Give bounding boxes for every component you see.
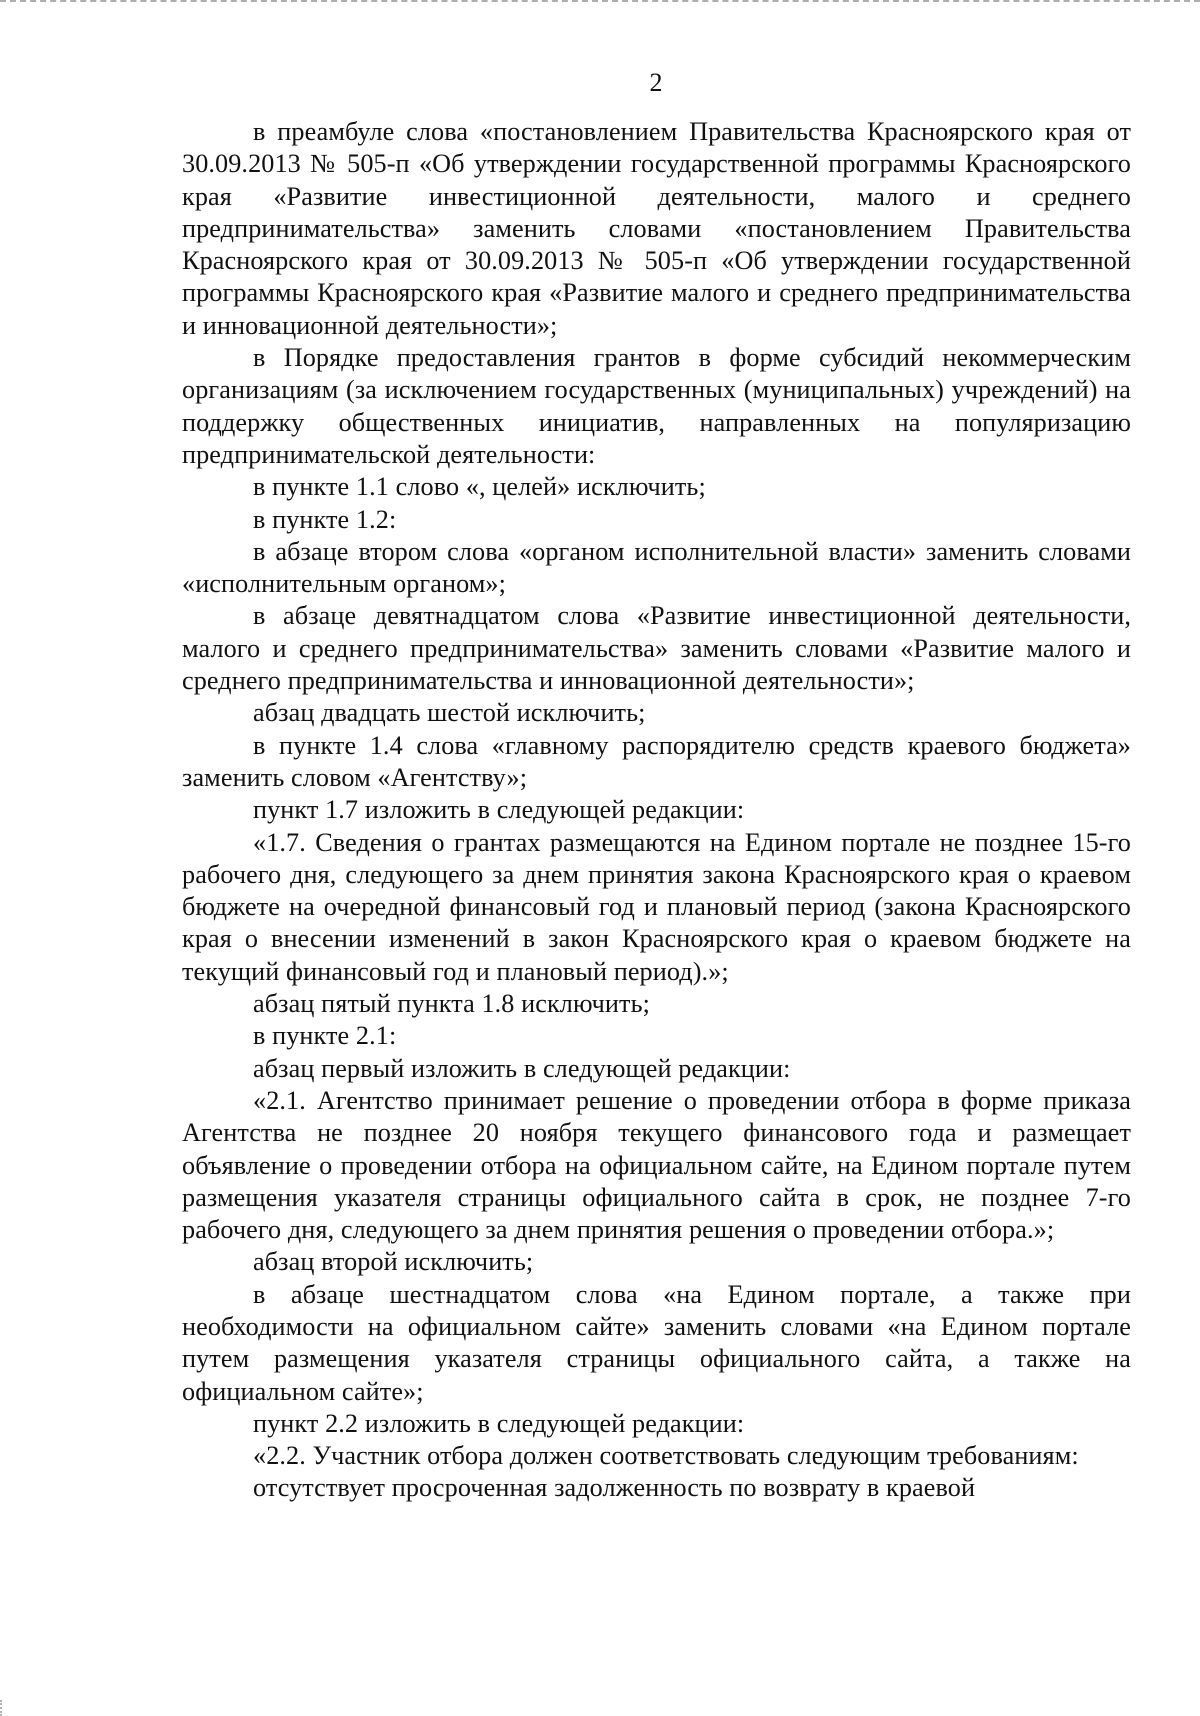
paragraph: абзац первый изложить в следующей редакции:	[253, 1053, 791, 1083]
paragraph: в абзаце девятнадцатом слова «Развитие инвестиционной деятельности, малого и среднего предпринимательства» заменить словами «Развитие малого и среднего предпринимательства и инновационной деятельности»;	[182, 601, 1131, 696]
scan-top-edge	[0, 0, 1200, 5]
paragraph: «2.2. Участник отбора должен соответствовать следующим требованиям:	[253, 1441, 1079, 1471]
paragraph: абзац второй исключить;	[253, 1247, 534, 1277]
paragraph: «1.7. Сведения о грантах размещаются на Едином портале не позднее 15-го рабочего дня, следующего за днем принятия закона Красноярского края о краевом бюджете на очередной финансовый год и плановый период (закона Красноярского края о внесении изменений в закон Красноярского края о краевом бюджете на текущий финансовый год и плановый период).»;	[182, 827, 1131, 986]
document-body	[182, 116, 1131, 1505]
paragraph: пункт 1.7 изложить в следующей редакции:	[253, 795, 745, 825]
paragraph: абзац пятый пункта 1.8 исключить;	[253, 989, 650, 1019]
scan-corner-mark	[0, 1700, 8, 1716]
page-number: 2	[649, 68, 663, 97]
paragraph: в пункте 1.1 слово «, целей» исключить;	[253, 472, 706, 502]
paragraph: в пункте 1.2:	[253, 504, 397, 534]
paragraph: «2.1. Агентство принимает решение о проведении отбора в форме приказа Агентства не позднее 20 ноября текущего финансового года и размещает объявление о проведении отбора на официальном сайте, на Едином портале путем размещения указателя страницы официального сайта в срок, не позднее 7-го рабочего дня, следующего за днем принятия решения о проведении отбора.»;	[182, 1085, 1131, 1245]
paragraph: абзац двадцать шестой исключить;	[253, 698, 646, 728]
paragraph: в Порядке предоставления грантов в форме субсидий некоммерческим организациям (за исключением государственных (муниципальных) учреждений) на поддержку общественных инициатив, направленных на популяризацию предпринимательской деятельности:	[182, 343, 1131, 469]
paragraph: пункт 2.2 изложить в следующей редакции:	[253, 1408, 745, 1438]
paragraph: отсутствует просроченная задолженность по возврату в краевой	[253, 1473, 976, 1503]
paragraph: в пункте 2.1:	[253, 1021, 397, 1051]
paragraph: в абзаце шестнадцатом слова «на Едином портале, а также при необходимости на официальном сайте» заменить словами «на Едином портале путем размещения указателя страницы официального сайта, а также на официальном сайте»;	[182, 1279, 1131, 1406]
paragraph: в преамбуле слова «постановлением Правительства Красноярского края от 30.09.2013 № 505-п «Об утверждении государственной программы Красноярского края «Развитие инвестиционной деятельности, малого и среднего предпринимательства» заменить словами «постановлением Правительства Красноярского края от 30.09.2013 № 505-п «Об утверждении государственной программы Красноярского края «Развитие малого и среднего предпринимательства и инновационной деятельности»;	[182, 117, 1131, 340]
paragraph: в абзаце втором слова «органом исполнительной власти» заменить словами «исполнительным органом»;	[182, 536, 1131, 599]
paragraph: в пункте 1.4 слова «главному распорядителю средств краевого бюджета» заменить словом «Агентству»;	[182, 730, 1131, 792]
